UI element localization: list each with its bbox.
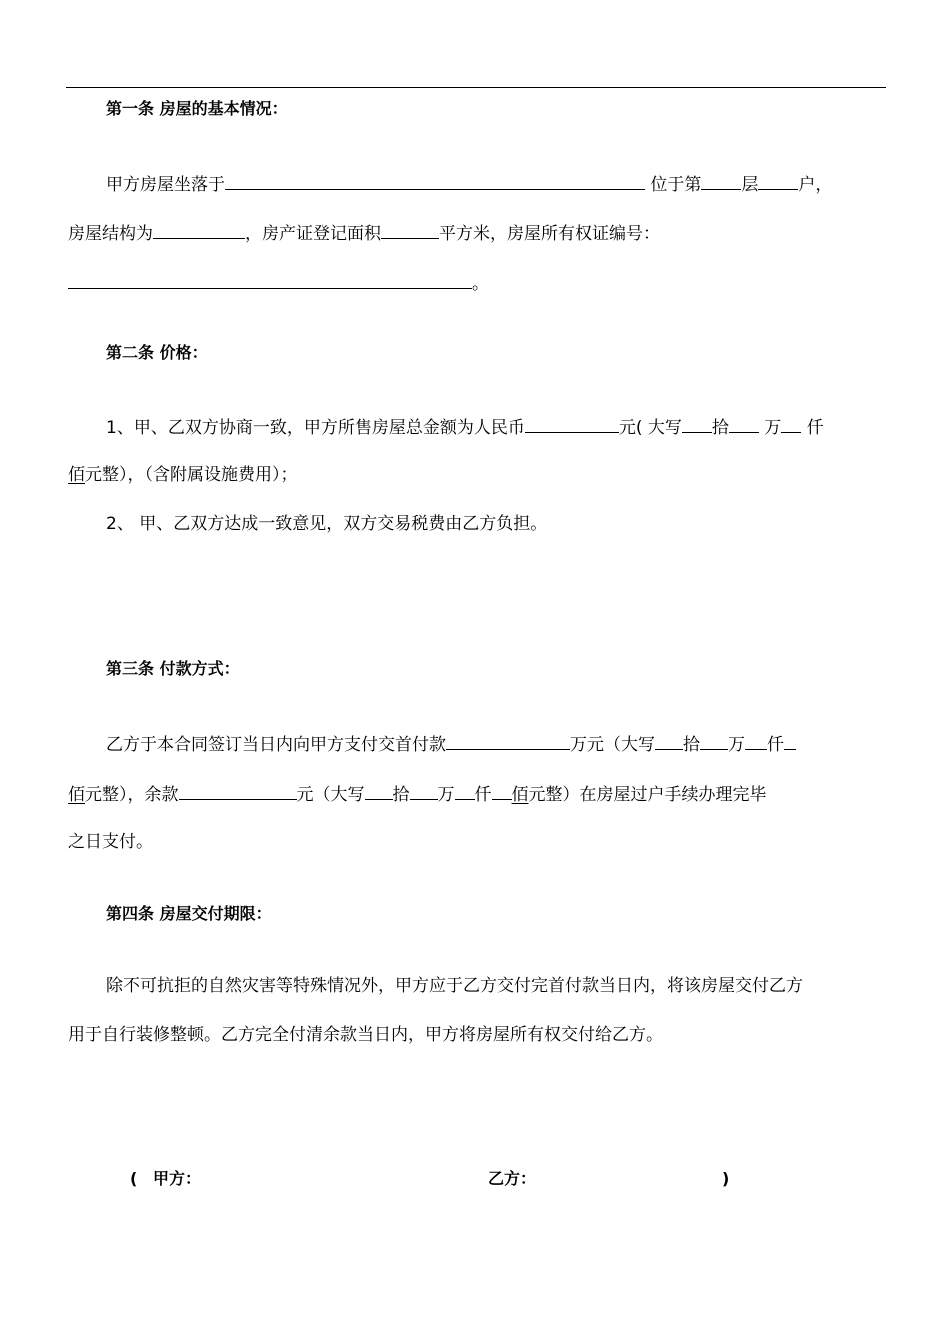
bal-shi-blank[interactable]: [365, 781, 393, 800]
floor-blank[interactable]: [701, 171, 741, 190]
top-rule: [66, 87, 886, 88]
price-shi-blank[interactable]: [682, 414, 712, 433]
article3-line3: 之日支付。: [68, 832, 153, 852]
article1-line1: 甲方房屋坐落于 位于第 层 户，: [106, 171, 832, 196]
signature-open-paren: (: [130, 1169, 138, 1188]
price-wan-blank[interactable]: [729, 414, 759, 433]
article1-line2: 房屋结构为 ，房产证登记面积 平方米，房屋所有权证编号：: [68, 220, 660, 245]
article2-line3: 2、 甲、乙双方达成一致意见，双方交易税费由乙方负担。: [106, 514, 548, 534]
down-payment-blank[interactable]: [446, 731, 570, 750]
article1-line3: 。: [68, 270, 489, 295]
balance-blank[interactable]: [179, 781, 297, 800]
signature-close-paren: ): [722, 1169, 730, 1188]
bal-wan-blank[interactable]: [410, 781, 438, 800]
article3-line2: 佰元整），余款 元（大写 拾 万 仟 佰元整）在房屋过户手续办理完毕: [68, 781, 767, 806]
price-qian-blank[interactable]: [781, 414, 801, 433]
dp-wan-blank[interactable]: [700, 731, 728, 750]
bal-bai-blank[interactable]: [492, 781, 512, 800]
structure-blank[interactable]: [153, 220, 245, 239]
article3-heading: 第三条 付款方式：: [106, 659, 240, 678]
article4-heading: 第四条 房屋交付期限：: [106, 904, 272, 923]
party-b-label: 乙方：: [488, 1169, 537, 1188]
certificate-number-blank[interactable]: [68, 270, 472, 289]
article3-line1: 乙方于本合同签订当日内向甲方支付交首付款 万元（大写 拾 万 仟: [106, 731, 796, 756]
address-blank[interactable]: [225, 171, 645, 190]
total-price-blank[interactable]: [525, 414, 619, 433]
unit-blank[interactable]: [758, 171, 798, 190]
article2-line1: 1、甲、乙双方协商一致，甲方所售房屋总金额为人民币 元( 大写 拾 万 仟: [106, 414, 824, 439]
bal-qian-blank[interactable]: [455, 781, 475, 800]
area-blank[interactable]: [381, 220, 439, 239]
article4-line1: 除不可抗拒的自然灾害等特殊情况外，甲方应于乙方交付完首付款当日内，将该房屋交付乙方: [106, 976, 803, 996]
article4-line2: 用于自行装修整顿。乙方完全付清余款当日内，甲方将房屋所有权交付给乙方。: [68, 1025, 663, 1045]
dp-qian-blank[interactable]: [745, 731, 767, 750]
dp-shi-blank[interactable]: [655, 731, 683, 750]
article2-heading: 第二条 价格：: [106, 343, 208, 362]
party-a-label: 甲方：: [153, 1169, 202, 1188]
article1-heading: 第一条 房屋的基本情况：: [106, 99, 288, 118]
article2-line2: 佰元整），（含附属设施费用）；: [68, 465, 298, 485]
dp-bai-blank[interactable]: [784, 731, 796, 750]
